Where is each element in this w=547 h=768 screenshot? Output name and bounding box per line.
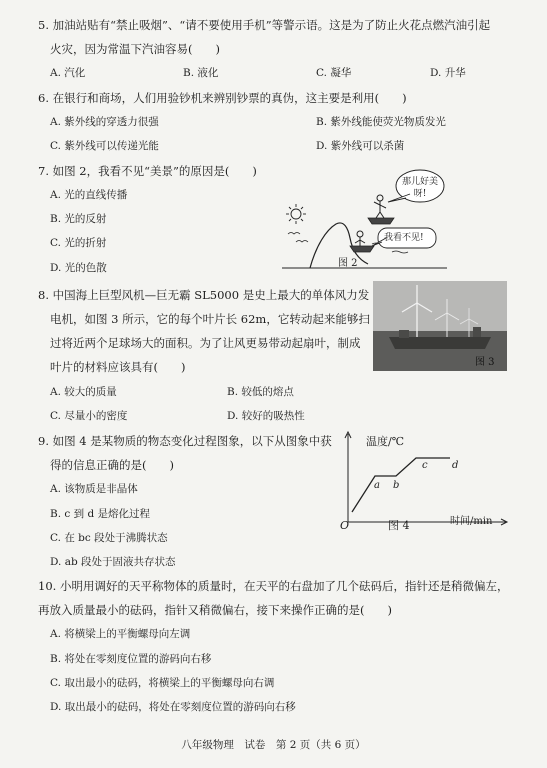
q6-option-c: C. 紫外线可以传递光能 [50,140,159,152]
figure-3-photo [373,281,507,371]
q7-option-c: C. 光的折射 [50,237,107,249]
q5-option-a: A. 汽化 [50,67,86,79]
water-wave [392,251,408,253]
point-c-label: c [422,460,428,471]
q5-stem-line1: 5. 加油站贴有“禁止吸烟”、“请不要使用手机”等警示语。这是为了防止火花点燃汽油引起 [38,18,491,32]
q6-option-d: D. 紫外线可以杀菌 [316,140,405,152]
x-axis-label: 时间/min [450,516,493,527]
q5-option-d: D. 升华 [430,67,466,79]
sun-icon [286,204,306,224]
point-d-label: d [452,460,459,471]
q9-option-d: D. ab 段处于固液共存状态 [50,556,176,568]
bird-icon [296,241,308,243]
q9-stem-line2: 得的信息正确的是( ) [50,458,174,472]
q5-option-b: B. 液化 [183,67,219,79]
figure-3-label: 图 3 [475,357,495,368]
figure-2-illustration [282,168,447,272]
q6-option-b: B. 紫外线能使荧光物质发光 [316,116,446,128]
q8-option-b: B. 较低的熔点 [227,386,294,398]
q7-option-a: A. 光的直线传播 [50,189,128,201]
q5-stem-line2: 火灾，因为常温下汽油容易( ) [50,42,220,56]
q9-option-c: C. 在 bc 段处于沸腾状态 [50,532,168,544]
q8-option-c: C. 尽量小的密度 [50,410,128,422]
point-a-label: a [374,480,380,491]
q7-option-b: B. 光的反射 [50,213,107,225]
q8-stem-line3: 过将近两个足球场大的面积。为了让风更易带动起扇叶，制成 [50,336,361,350]
figure-2-label: 图 2 [338,258,358,269]
q8-option-a: A. 较大的质量 [50,386,117,398]
hidden-person-icon [355,231,365,246]
q10-option-a: A. 将横梁上的平衡螺母向左调 [50,628,191,640]
q6-option-a: A. 紫外线的穿透力很强 [50,116,159,128]
q9-stem-line1: 9. 如图 4 是某物质的物态变化过程图象，以下从图象中获 [38,434,332,448]
q10-stem-line1: 10. 小明用调好的天平称物体的质量时，在天平的右盘加了几个砝码后，指针还是稍微偏左， [38,579,509,593]
boat-bottom-icon [350,246,374,252]
q8-option-d: D. 较好的吸热性 [227,410,305,422]
q7-stem: 7. 如图 2，我看不见“美景”的原因是( ) [38,164,257,178]
q7-option-d: D. 光的色散 [50,262,107,274]
q8-stem-line2: 电机，如图 3 所示，它的每个叶片长 62m，它转动起来能够扫 [50,312,370,326]
q6-stem: 6. 在银行和商场，人们用验钞机来辨别钞票的真伪，这主要是利用( ) [38,91,407,105]
bubble-text-bottom: 我看不见! [384,233,424,243]
page-footer: 八年级物理 试卷 第 2 页（共 6 页） [181,739,366,751]
q10-option-b: B. 将处在零刻度位置的游码向右移 [50,653,212,665]
q9-option-b: B. c 到 d 是熔化过程 [50,508,151,520]
q8-stem-line1: 8. 中国海上巨型风机—巨无霸 SL5000 是史上最大的单体风力发 [38,288,370,302]
point-b-label: b [393,480,400,491]
origin-label: O [340,519,350,532]
figure-4-graph [338,428,510,534]
q10-option-d: D. 取出最小的砝码，将处在零刻度位置的游码向右移 [50,701,296,713]
figure-4-label: 图 4 [388,519,410,532]
q5-option-c: C. 凝华 [316,67,352,79]
q10-option-c: C. 取出最小的砝码，将横梁上的平衡螺母向右调 [50,677,275,689]
standing-person-icon [374,195,386,218]
q10-stem-line2: 再放入质量最小的砝码，指针又稍微偏右，接下来操作正确的是( ) [38,603,392,617]
boat-top-icon [368,218,394,224]
q8-stem-line4: 叶片的材料应该具有( ) [50,360,186,374]
y-axis-label: 温度/℃ [366,435,405,448]
ship-hull [389,337,491,349]
bubble-text-top: 那儿好美呀! [401,177,438,199]
q9-option-a: A. 该物质是非晶体 [50,483,138,495]
curve-line [352,458,450,512]
bird-icon [288,233,300,235]
